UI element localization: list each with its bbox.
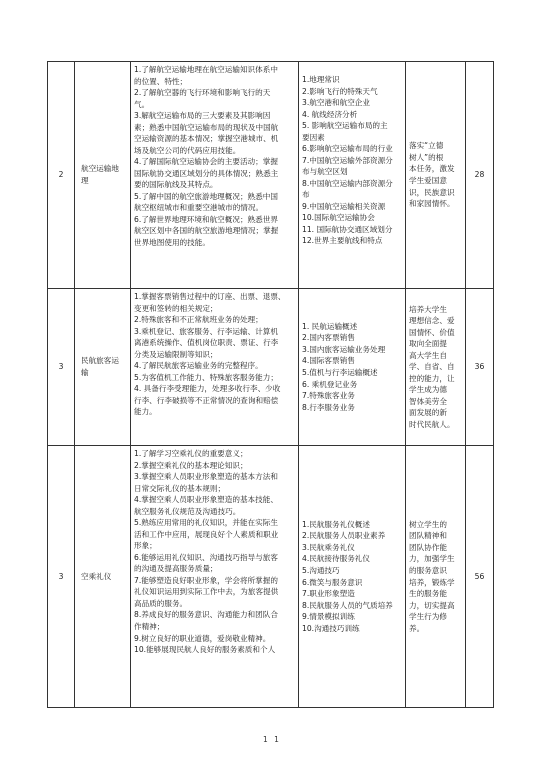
contents-line: 10.国际航空运输协会 bbox=[302, 213, 375, 223]
objectives-line: 4.掌握空乘人员职业形象塑造的基本技能、 bbox=[134, 495, 278, 505]
contents-line: 5.沟通技巧 bbox=[302, 565, 340, 575]
course-name-line: 民航旅客运 bbox=[81, 356, 119, 366]
ideology-line: 树人”的根 bbox=[409, 152, 444, 162]
objectives-line: 4. 具备行李受理能力，处理多收行李、少收 bbox=[134, 384, 281, 394]
table-row bbox=[48, 289, 494, 446]
hours-cell bbox=[466, 62, 494, 289]
ideology-line: 时代民航人。 bbox=[409, 419, 455, 429]
objectives-line: 2.了解航空器的飞行环境和影响飞行的天 bbox=[134, 88, 271, 98]
ideology-cell bbox=[406, 289, 466, 446]
objectives-list bbox=[131, 289, 298, 420]
ideology-line: 力，切实提高 bbox=[409, 600, 455, 610]
objectives-line: 1.了解航空运输地理在航空运输知识体系中 bbox=[134, 65, 278, 74]
table-row bbox=[48, 446, 494, 708]
row-number-cell bbox=[48, 446, 75, 708]
contents-line: 2.民航服务人员职业素养 bbox=[302, 531, 386, 541]
contents-line: 12.世界主要航线和特点 bbox=[302, 236, 383, 246]
ideology-line: 智体美劳全 bbox=[409, 396, 447, 406]
objectives-line: 能力。 bbox=[134, 407, 157, 417]
ideology-list bbox=[406, 304, 465, 431]
contents-line: 8.民航服务人员的气质培养 bbox=[302, 600, 393, 610]
ideology-list bbox=[406, 140, 465, 209]
contents-line: 5. 影响航空运输布局的主 bbox=[302, 121, 388, 131]
contents-line: 6.影响航空运输布局的行业 bbox=[302, 144, 393, 154]
course-table bbox=[47, 61, 494, 708]
ideology-line: 取向全面提 bbox=[409, 339, 447, 349]
row-number-cell bbox=[48, 62, 75, 289]
ideology-cell bbox=[406, 62, 466, 289]
objectives-line: 2.掌握空乘礼仪的基本理论知识； bbox=[134, 460, 248, 470]
ideology-list bbox=[406, 519, 465, 634]
contents-line: 4. 航线经济分析 bbox=[302, 109, 358, 119]
objectives-line: 5.为客值机工作能力、特殊旅客服务能力； bbox=[134, 372, 278, 382]
objectives-line: 要的国际航线及其特点。 bbox=[134, 180, 218, 190]
row-number: 3 bbox=[58, 362, 64, 372]
contents-cell bbox=[299, 289, 406, 446]
contents-line: 4.国际客票销售 bbox=[302, 356, 355, 366]
course-name-line: 航空运输地 bbox=[81, 164, 119, 174]
hours-value: 36 bbox=[474, 362, 485, 372]
row-number-cell bbox=[48, 289, 75, 446]
objectives-line: 4.了解国际航空运输协会的主要活动；掌握 bbox=[134, 157, 278, 167]
ideology-line: 落实“立德 bbox=[409, 141, 444, 151]
objectives-line: 场及航空公司的代码应用技能。 bbox=[134, 145, 241, 155]
table-row bbox=[48, 62, 494, 289]
objectives-line: 6.了解世界地理环境和航空概况；熟悉世界 bbox=[134, 214, 278, 224]
objectives-cell bbox=[131, 289, 299, 446]
ideology-line: 力，加强学生 bbox=[409, 554, 455, 564]
row-number: 2 bbox=[58, 170, 64, 180]
ideology-line: 培养，锻炼学 bbox=[409, 577, 455, 587]
course-table-body bbox=[48, 62, 494, 708]
course-name-cell bbox=[75, 62, 131, 289]
ideology-line: 学生成为德 bbox=[409, 385, 447, 395]
course-name-line: 空乘礼仪 bbox=[81, 571, 112, 581]
contents-line: 7.中国航空运输外部资源分 bbox=[302, 155, 393, 165]
objectives-line: 4.了解民航旅客运输业务的完整程序。 bbox=[134, 361, 263, 371]
ideology-line: 识，民族意识 bbox=[409, 187, 455, 197]
hours-cell bbox=[466, 289, 494, 446]
objectives-cell bbox=[131, 62, 299, 289]
objectives-line: 日常交际礼仪的基本规则； bbox=[134, 483, 226, 493]
contents-list bbox=[299, 319, 405, 415]
hours-value: 28 bbox=[474, 170, 485, 180]
objectives-line: 的位置、特性； bbox=[134, 76, 188, 86]
contents-line: 8.行李服务业务 bbox=[302, 402, 355, 412]
contents-line: 4.民航接待服务礼仪 bbox=[302, 554, 370, 564]
contents-line: 11. 国际航协交通区域划分 bbox=[302, 224, 393, 234]
contents-line: 3.航空港和航空企业 bbox=[302, 98, 370, 108]
objectives-line: 形象； bbox=[134, 541, 157, 551]
contents-line: 1.地理常识 bbox=[302, 75, 340, 84]
objectives-line: 6.能够运用礼仪知识、沟通技巧指导与旅客 bbox=[134, 552, 278, 562]
contents-cell bbox=[299, 446, 406, 708]
ideology-line: 学生爱国意 bbox=[409, 176, 447, 185]
objectives-line: 空运输资源的基本情况；掌握空港城市、机 bbox=[134, 134, 279, 144]
ideology-line: 树立学生的 bbox=[409, 519, 447, 529]
objectives-line: 8.养成良好的服务意识、沟通能力和团队合 bbox=[134, 610, 278, 620]
contents-line: 2.国内客票销售 bbox=[302, 333, 355, 343]
objectives-line: 5.熟练应用常用的礼仪知识，并能在实际生 bbox=[134, 518, 278, 528]
objectives-line: 7.能够塑造良好职业形象，学会将所掌握的 bbox=[134, 575, 278, 585]
ideology-line: 国情怀、价值 bbox=[409, 327, 455, 337]
objectives-line: 航空服务礼仪规范及沟通技巧。 bbox=[134, 506, 241, 516]
ideology-line: 高大学生自 bbox=[409, 350, 447, 360]
contents-line: 9.情景模拟训练 bbox=[302, 612, 355, 622]
hours-value: 56 bbox=[474, 571, 485, 581]
ideology-cell bbox=[406, 446, 466, 708]
course-name-line: 输 bbox=[81, 368, 89, 377]
objectives-line: 作精神； bbox=[134, 621, 165, 631]
objectives-line: 国际航协交通区域划分的具体情况；熟悉主 bbox=[134, 168, 279, 178]
objectives-list bbox=[131, 446, 298, 658]
page-number: 1 1 bbox=[263, 735, 281, 744]
objectives-list bbox=[131, 62, 298, 251]
objectives-line: 离港系统操作、值机岗位职责、票证、行李 bbox=[134, 338, 279, 348]
ideology-line: 理想信念、爱 bbox=[409, 316, 455, 326]
contents-line: 9.中国航空运输相关资源 bbox=[302, 201, 386, 211]
objectives-line: 气。 bbox=[134, 99, 150, 109]
contents-line: 3.国内旅客运输业务处理 bbox=[302, 344, 386, 354]
ideology-line: 养。 bbox=[409, 623, 425, 633]
row-number: 3 bbox=[58, 571, 64, 581]
objectives-line: 行李、行李破损等不正常情况的查询和赔偿 bbox=[134, 395, 279, 405]
ideology-line: 的服务意识 bbox=[409, 565, 447, 575]
objectives-line: 素；熟悉中国航空运输布局的现状及中国航 bbox=[134, 122, 279, 132]
contents-line: 8.中国航空运输内部资源分 bbox=[302, 178, 393, 188]
contents-list bbox=[299, 517, 405, 636]
objectives-line: 活和工作中应用，展现良好个人素质和职业 bbox=[134, 529, 279, 539]
ideology-line: 团队协作能 bbox=[409, 542, 447, 552]
ideology-line: 本任务，激发 bbox=[409, 164, 455, 174]
ideology-line: 和家园情怀。 bbox=[409, 199, 455, 209]
contents-line: 10.沟通技巧训练 bbox=[302, 623, 360, 633]
objectives-line: 2.特殊旅客和不正常航班业务的处理； bbox=[134, 315, 263, 325]
contents-line: 6. 乘机登记业务 bbox=[302, 379, 358, 389]
objectives-line: 1.了解学习空乘礼仪的重要意义； bbox=[134, 449, 248, 458]
course-name-cell bbox=[75, 446, 131, 708]
objectives-line: 世界地图使用的技能。 bbox=[134, 237, 210, 247]
course-name-line: 理 bbox=[81, 176, 89, 185]
objectives-line: 航空枢纽城市和重要空港城市的情况。 bbox=[134, 203, 264, 213]
contents-line: 1.民航服务礼仪概述 bbox=[302, 519, 370, 529]
objectives-line: 航空区划中各国的航空旅游地理情况；掌握 bbox=[134, 226, 279, 236]
ideology-line: 面发展的新 bbox=[409, 408, 447, 418]
objectives-line: 9.树立良好的职业道德，爱岗敬业精神。 bbox=[134, 633, 271, 643]
contents-line: 3.民航乘务礼仪 bbox=[302, 542, 355, 552]
contents-line: 要因素 bbox=[302, 132, 325, 142]
ideology-line: 团队精神和 bbox=[409, 531, 447, 541]
contents-line: 布 bbox=[302, 190, 310, 200]
contents-line: 7.特殊旅客业务 bbox=[302, 391, 355, 401]
objectives-line: 1.掌握客票销售过程中的订座、出票、退票、 bbox=[134, 292, 286, 301]
ideology-line: 培养大学生 bbox=[409, 304, 447, 314]
objectives-line: 3.解航空运输布局的三大要素及其影响因 bbox=[134, 111, 271, 121]
objectives-line: 3.乘机登记、旅客服务、行李运输、计算机 bbox=[134, 326, 278, 336]
objectives-line: 5.了解中国的航空旅游地理概况；熟悉中国 bbox=[134, 191, 278, 201]
contents-line: 5.值机与行李运输概述 bbox=[302, 368, 378, 377]
ideology-line: 生的服务能 bbox=[409, 589, 447, 599]
contents-line: 7.职业形象塑造 bbox=[302, 589, 355, 599]
contents-line: 布与航空区划 bbox=[302, 167, 348, 177]
contents-cell bbox=[299, 62, 406, 289]
objectives-line: 3.掌握空乘人员职业形象塑造的基本方法和 bbox=[134, 472, 278, 482]
contents-line: 1. 民航运输概述 bbox=[302, 321, 358, 331]
course-name-cell bbox=[75, 289, 131, 446]
objectives-line: 10.能够展现民航人良好的服务素质和个人 bbox=[134, 645, 276, 655]
ideology-line: 学生行为修 bbox=[409, 612, 447, 622]
objectives-cell bbox=[131, 446, 299, 708]
hours-cell bbox=[466, 446, 494, 708]
objectives-line: 的沟通及提高服务质量； bbox=[134, 564, 218, 574]
objectives-line: 高品质的服务。 bbox=[134, 598, 188, 608]
contents-line: 2.影响飞行的特殊天气 bbox=[302, 86, 378, 96]
ideology-line: 控的能力，让 bbox=[409, 373, 455, 383]
contents-list bbox=[299, 62, 405, 249]
objectives-line: 变更和签转的相关规定； bbox=[134, 303, 218, 313]
objectives-line: 礼仪知识运用到实际工作中去，为旅客提供 bbox=[134, 587, 279, 597]
contents-line: 6.微笑与服务意识 bbox=[302, 577, 363, 587]
objectives-line: 分类及运输限制等知识； bbox=[134, 349, 218, 359]
ideology-line: 学、自省、自 bbox=[409, 362, 455, 372]
